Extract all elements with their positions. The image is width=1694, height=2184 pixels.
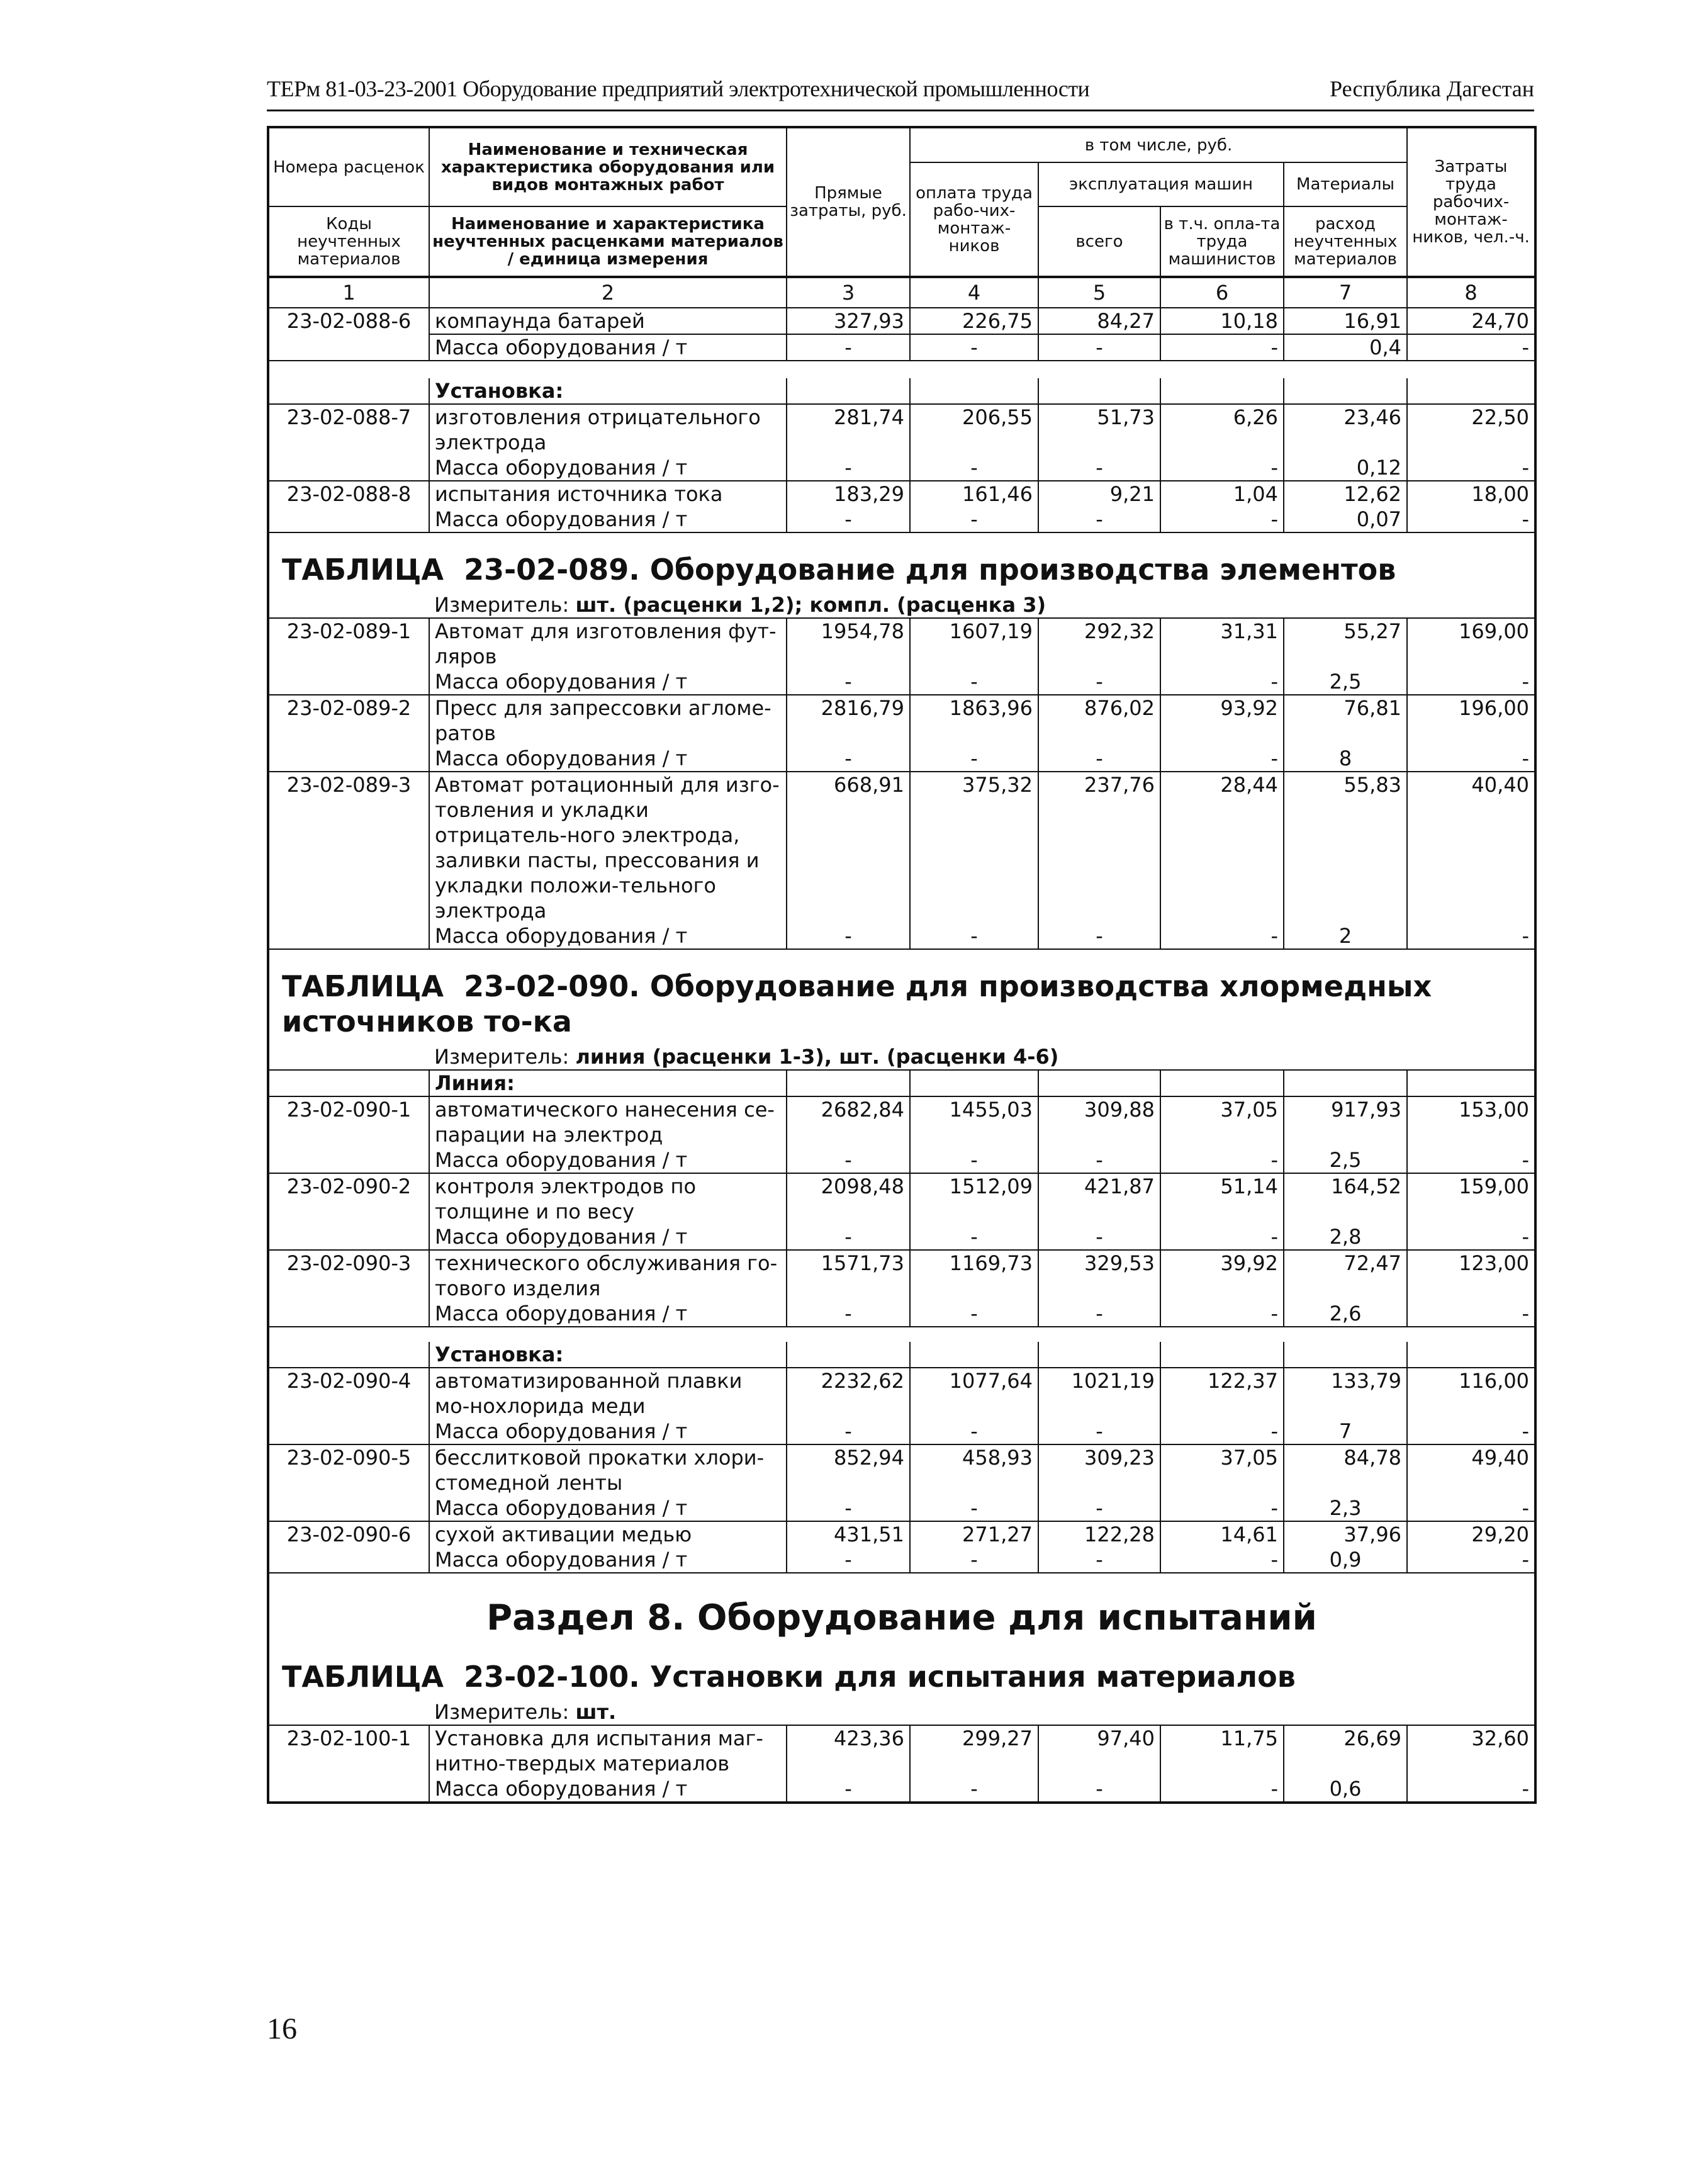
table-row: 23-02-089-1 Автомат для изготовления фут-ляров 1954,78 1607,19 292,32 31,31 55,27 169,00 [268,618,1535,669]
col-material-names: Наименование и характеристика неучтенных расценками материалов / единица измерения [429,206,787,277]
mass-row: Масса оборудования / т - - - - 0,12 - [268,455,1535,481]
mass-row: Масса оборудования / т - - - - 2,8 - [268,1224,1535,1250]
table-089-measure: Измеритель: шт. (расценки 1,2); компл. (расценка 3) [268,587,1535,618]
table-row: 23-02-088-6 компаунда батарей 327,93 226,75 84,27 10,18 16,91 24,70 [268,308,1535,334]
table-row: 23-02-088-8 испытания источника тока 183,29 161,46 9,21 1,04 12,62 18,00 [268,481,1535,507]
table-row: 23-02-089-2 Пресс для запрессовки агломе-ратов 2816,79 1863,96 876,02 93,92 76,81 196,00 [268,695,1535,746]
mass-row: Масса оборудования / т - - - - 7 - [268,1419,1535,1444]
subheading-row [268,1342,1535,1368]
table-090-title: ТАБЛИЦА 23-02-090. Оборудование для производства хлормедных источников то-ка [268,949,1535,1039]
mass-row: Масса оборудования / т - - - - 0,6 - [268,1776,1535,1803]
col-labor-costs: Затраты труда рабочих-монтаж-ников, чел.-ч. [1407,127,1535,277]
mass-row: Масса оборудования / т - - - - 2,5 - [268,1147,1535,1173]
subheading-installation: Установка: [429,378,787,404]
table-row: 23-02-088-7 изготовления отрицательного электрода 281,74 206,55 51,73 6,26 23,46 22,50 [268,404,1535,455]
mass-row: Масса оборудования / т - - - - 0,4 - [268,334,1535,361]
subheading-row [268,378,1535,404]
table-100-title: ТАБЛИЦА 23-02-100. Установки для испытания материалов [268,1646,1535,1694]
subheading-row [268,1070,1535,1096]
document-title: ТЕРм 81-03-23-2001 Оборудование предприятий электротехнической промышленности [267,76,1090,101]
table-row: 23-02-090-5 бесслитковой прокатки хлори-стомедной ленты 852,94 458,93 309,23 37,05 84,78 49,40 [268,1444,1535,1495]
region-name: Республика Дагестан [1330,76,1534,101]
col-operator-wages: в т.ч. опла-та труда машинистов [1160,206,1284,277]
col-wages: оплата труда рабо-чих-монтаж-ников [910,162,1038,277]
table-090-measure: Измеритель: линия (расценки 1-3), шт. (расценки 4-6) [268,1039,1535,1070]
col-material-consumption: расход неучтенных материалов [1284,206,1407,277]
col-material-codes: Коды неучтенных материалов [268,206,429,277]
table-row: 23-02-089-3 Автомат ротационный для изго-товления и укладки отрицатель-ного электрода, заливки пасты, прессования и укладки положи-тельного электрода 668,91 375,32 237,76 28,44 55,83 40,40 [268,772,1535,923]
table-089-title: ТАБЛИЦА 23-02-089. Оборудование для производства элементов [268,532,1535,587]
mass-row: Масса оборудования / т - - - - 2,6 - [268,1301,1535,1327]
table-row: 23-02-100-1 Установка для испытания маг-нитно-твердых материалов 423,36 299,27 97,40 11,75 26,69 32,60 [268,1725,1535,1776]
mass-row: Масса оборудования / т - - - - 2,3 - [268,1495,1535,1521]
col-materials: Материалы [1284,162,1407,206]
table-088-rows [268,308,1535,532]
subheading-line: Линия: [429,1070,787,1096]
mass-row: Масса оборудования / т - - - - 0,9 - [268,1547,1535,1573]
col-machines-total: всего [1038,206,1160,277]
subheading-installation: Установка: [429,1342,787,1368]
table-row: 23-02-090-1 автоматического нанесения се-парации на электрод 2682,84 1455,03 309,88 37,05 917,93 153,00 [268,1096,1535,1147]
page-header [267,72,1534,111]
col-direct-costs: Прямые затраты, руб. [787,127,910,277]
section-8 [268,1573,1535,1803]
column-numbers-row: 1 2 3 4 5 6 7 8 [268,277,1535,308]
table-row: 23-02-090-4 автоматизированной плавки мо-нохлорида меди 2232,62 1077,64 1021,19 122,37 133,79 116,00 [268,1368,1535,1419]
table-100-measure: Измеритель: шт. [268,1694,1535,1725]
table-row: 23-02-090-2 контроля электродов по толщине и по весу 2098,48 1512,09 421,87 51,14 164,52 159,00 [268,1173,1535,1224]
page-number: 16 [267,2012,297,2046]
price-table [267,126,1537,1804]
mass-row: Масса оборудования / т - - - - 8 - [268,746,1535,772]
col-group-including: в том числе, руб. [910,127,1407,162]
table-row: 23-02-090-6 сухой активации медью 431,51 271,27 122,28 14,61 37,96 29,20 [268,1521,1535,1547]
table-row: 23-02-090-3 технического обслуживания го-тового изделия 1571,73 1169,73 329,53 39,92 72,47 123,00 [268,1250,1535,1301]
mass-row: Масса оборудования / т - - - - 2,5 - [268,669,1535,695]
table-089 [268,532,1535,949]
mass-row: Масса оборудования / т - - - - 2 - [268,923,1535,949]
col-name-work: Наименование и техническая характеристика оборудования или видов монтажных работ [429,127,787,206]
section-heading: Раздел 8. Оборудование для испытаний [268,1573,1535,1646]
table-090 [268,949,1535,1573]
mass-row: Масса оборудования / т - - - - 0,07 - [268,507,1535,532]
col-rate-numbers: Номера расценок [268,127,429,206]
col-machines: эксплуатация машин [1038,162,1284,206]
